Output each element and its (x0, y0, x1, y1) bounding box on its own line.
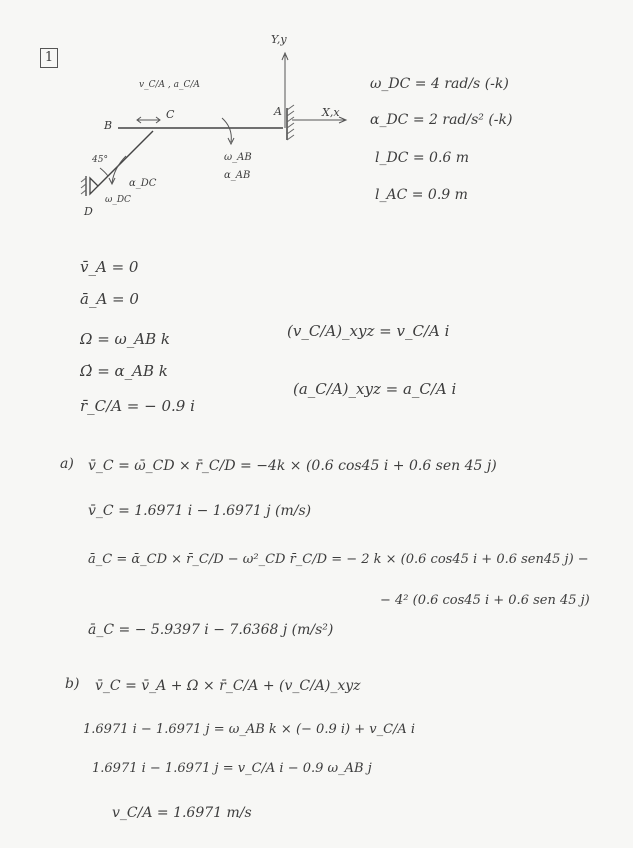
wall-hatching (287, 105, 294, 140)
angle-arc (100, 168, 108, 176)
relation-a-rel: (a_C/A)_xyz = a_C/A i (293, 380, 457, 398)
omega-dc-label: ω_DC (105, 195, 131, 205)
pin-support-d (90, 178, 98, 194)
omega-ab-arrow (222, 118, 231, 142)
point-b-label: B (104, 119, 113, 132)
given-alpha-dc: α_DC = 2 rad/s² (-k) (370, 112, 513, 128)
part-b-line-4: v_C/A = 1.6971 m/s (112, 805, 252, 821)
slider-label: v_C/A , a_C/A (139, 80, 200, 90)
relation-v-rel: (v_C/A)_xyz = v_C/A i (287, 322, 450, 340)
point-a-label: A (274, 105, 282, 118)
axis-x-label: X,x (322, 106, 340, 119)
part-b-line-1: v̄_C = v̄_A + Ω × r̄_C/A + (v_C/A)_xyz (95, 678, 361, 694)
point-d-label: D (84, 205, 93, 218)
problem-number-box: 1 (40, 48, 58, 68)
alpha-ab-label: α_AB (224, 170, 251, 181)
part-a-line-3: ā_C = ᾱ_CD × r̄_C/D − ω²_CD r̄_C/D = − 2 k × (0.6 cos45 i + 0.6 sen45 j) − (88, 552, 589, 567)
relation-omega-dot: Ω̇ = α_AB k (80, 362, 168, 380)
relation-aa: ā_A = 0 (80, 290, 139, 308)
omega-ab-label: ω_AB (224, 152, 252, 163)
relation-va: v̄_A = 0 (80, 258, 139, 276)
relation-r-ca: r̄_C/A = − 0.9 i (80, 397, 195, 415)
part-b-label: b) (65, 676, 80, 692)
axis-y-label: Y,y (271, 33, 287, 46)
part-b-line-2: 1.6971 i − 1.6971 j = ω_AB k × (− 0.9 i) + v_C/A i (83, 722, 416, 737)
part-a-label: a) (60, 456, 74, 472)
given-l-dc: l_DC = 0.6 m (375, 150, 470, 166)
part-a-line-1: v̄_C = ω̄_CD × r̄_C/D = −4k × (0.6 cos45 i + 0.6 sen 45 j) (88, 458, 497, 474)
alpha-dc-label: α_DC (129, 178, 157, 189)
part-a-line-2: v̄_C = 1.6971 i − 1.6971 j (m/s) (88, 503, 312, 519)
given-l-ac: l_AC = 0.9 m (375, 187, 468, 203)
given-omega-dc: ω_DC = 4 rad/s (-k) (370, 76, 509, 92)
part-a-line-5: ā_C = − 5.9397 i − 7.6368 j (m/s²) (88, 622, 334, 638)
angle-label: 45° (92, 155, 108, 165)
part-a-line-4: − 4² (0.6 cos45 i + 0.6 sen 45 j) (380, 593, 590, 608)
point-c-label: C (166, 108, 175, 121)
relation-omega: Ω = ω_AB k (80, 330, 170, 348)
part-b-line-3: 1.6971 i − 1.6971 j = v_C/A i − 0.9 ω_AB j (92, 761, 372, 776)
